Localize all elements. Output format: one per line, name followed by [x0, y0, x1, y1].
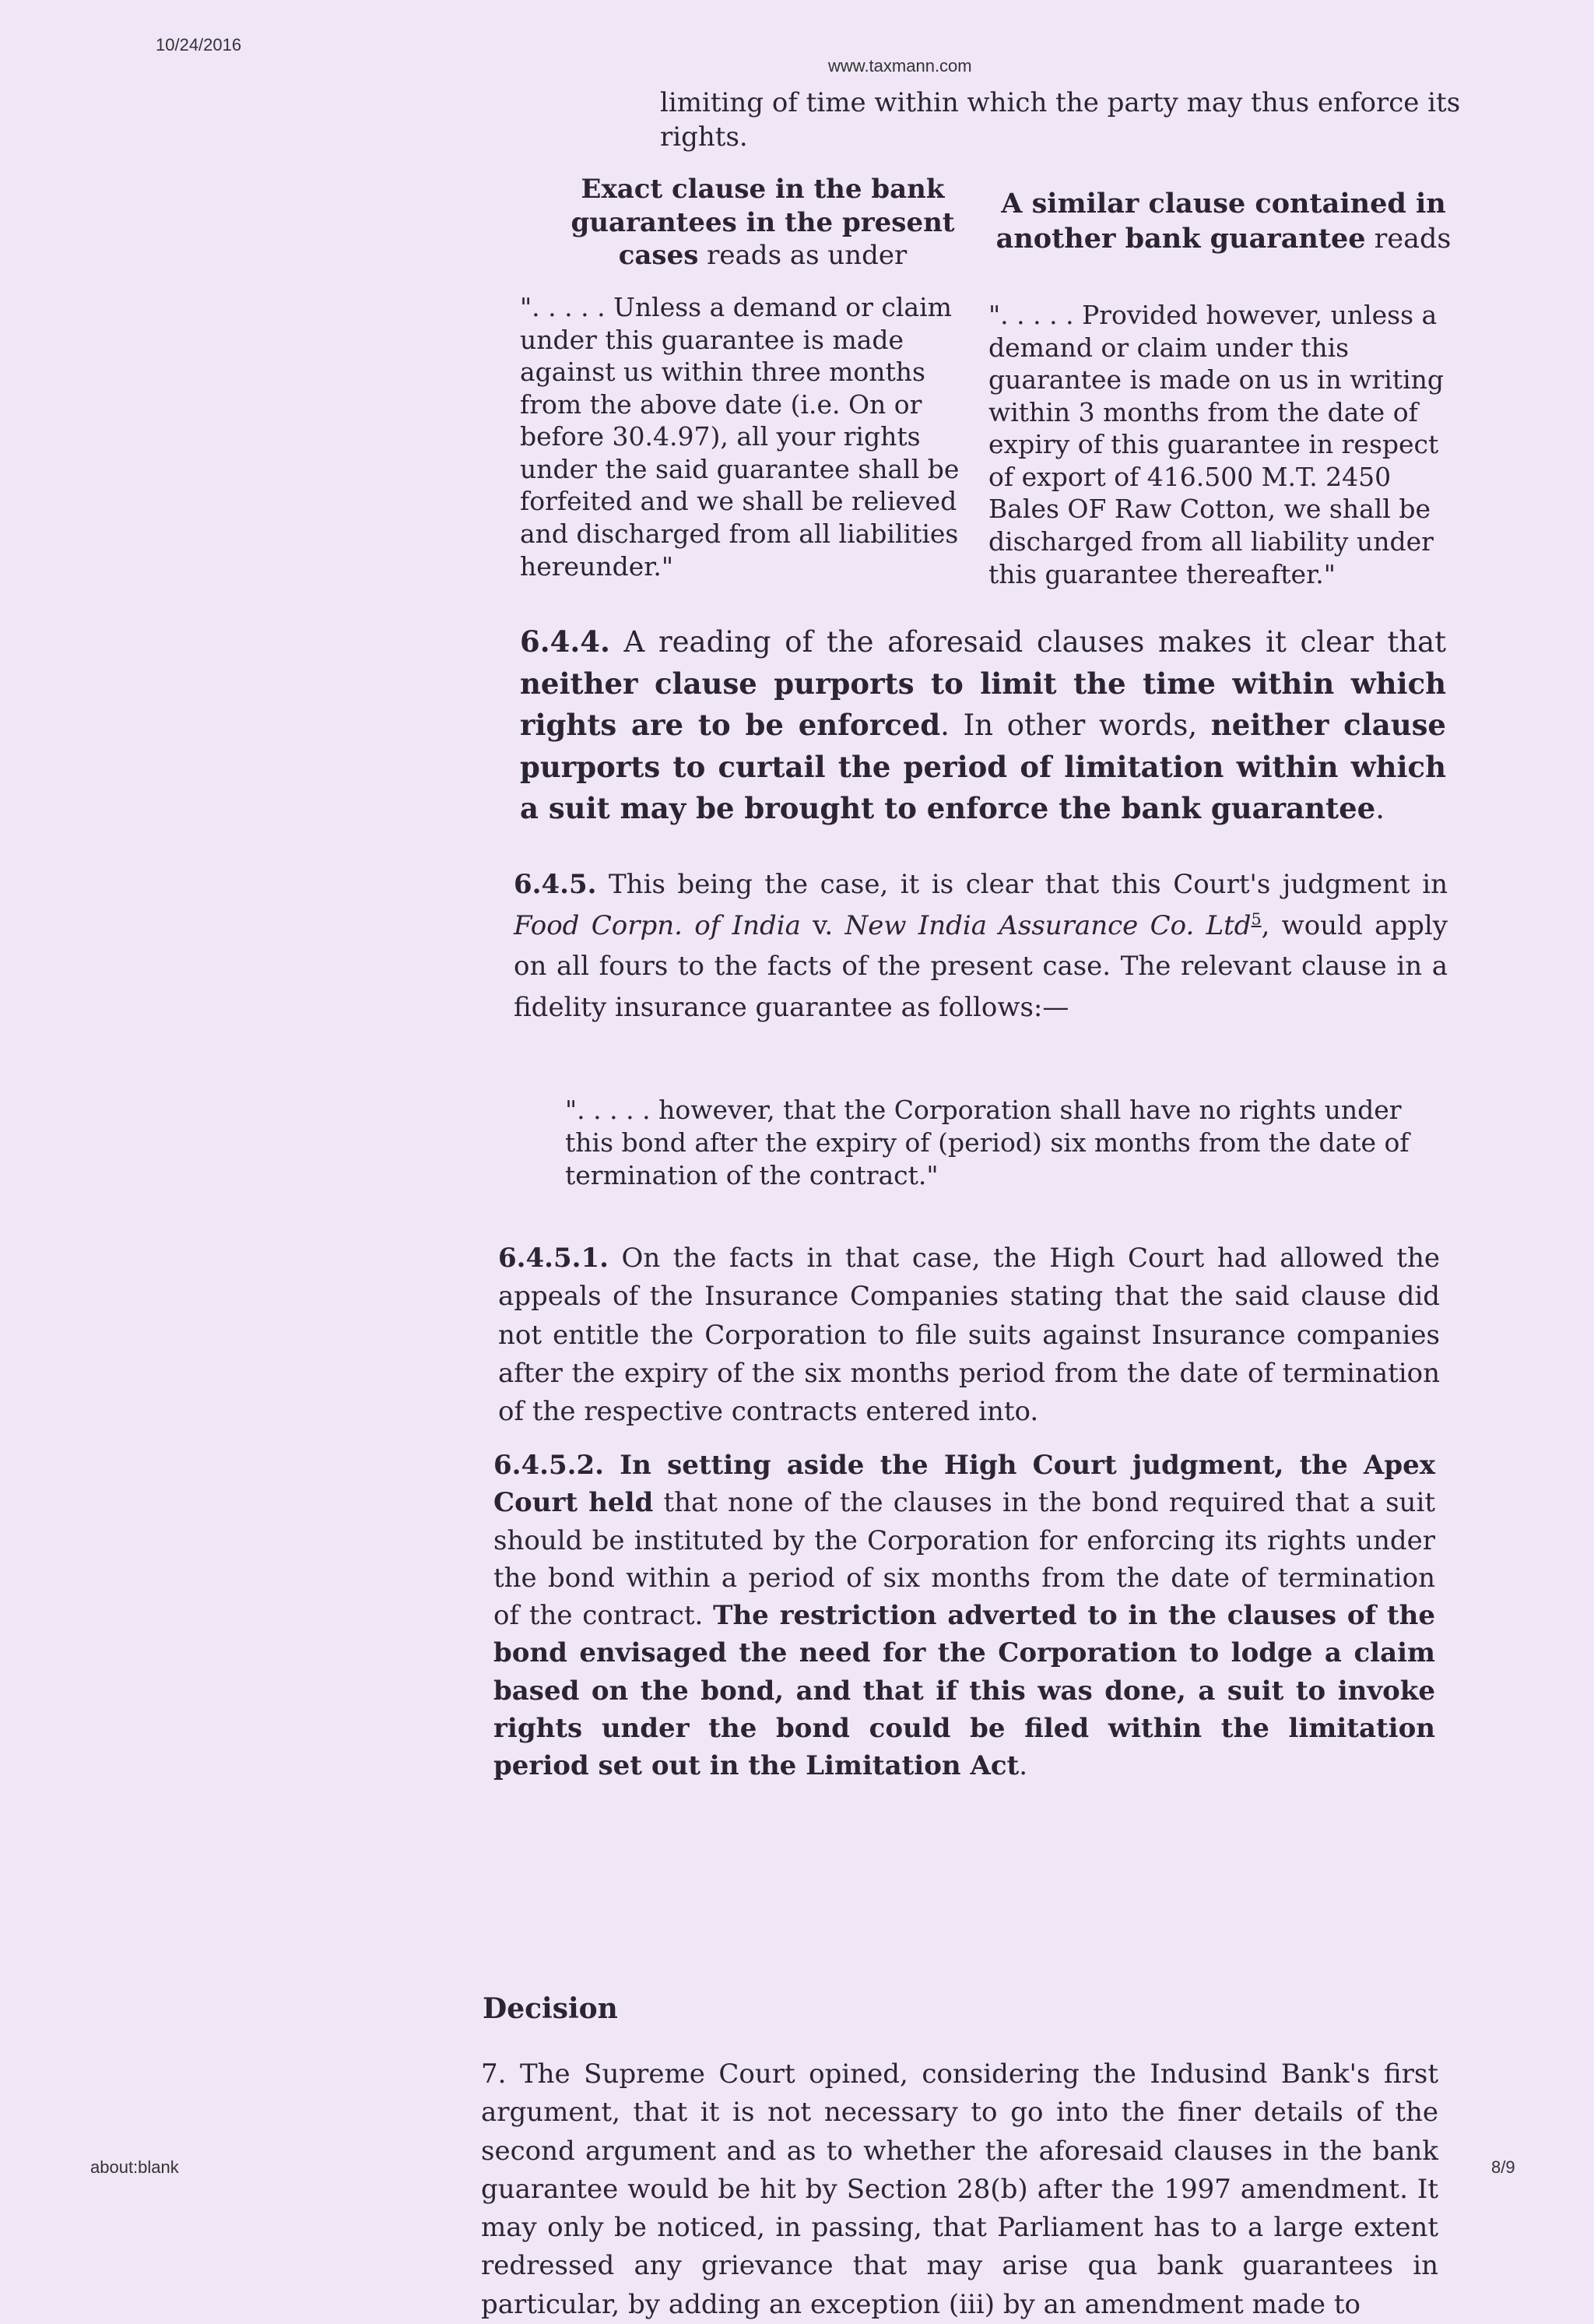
footer-source: about:blank	[90, 2157, 179, 2177]
case-name: New India Assurance Co. Ltd	[844, 909, 1252, 941]
para-text: .	[1375, 792, 1385, 826]
paragraph-6-4-5	[514, 864, 1448, 1028]
page-number: 8/9	[1491, 2157, 1515, 2177]
paragraph-7	[481, 2055, 1438, 2324]
col1-quote: ". . . . . Unless a demand or claim under this guarantee is made against us within three months from the above date (i.e. On or before 30.4.97), all your rights under the said guarantee shall be forfeited and we shall be relieved and discharged from all liabilities hereunder."	[520, 292, 960, 582]
para-bold-text: The restriction adverted to in the clauses of the bond envisaged the need for the Corporation to lodge a claim based on the bond, and that if this was done, a suit to invoke rights under the bond could be filed within the limitation period set out in the Limitation Act	[493, 1600, 1435, 1782]
paragraph-6-4-5-2	[493, 1447, 1435, 1784]
intro-line: limiting of time within which the party may thus enforce its rights.	[660, 87, 1461, 153]
decision-heading: Decision	[483, 1992, 618, 2025]
case-name: Food Corpn. of India	[514, 909, 801, 941]
print-date: 10/24/2016	[156, 35, 242, 54]
para-text: .	[1019, 1750, 1028, 1782]
para-text: This being the case, it is clear that this Court's judgment in	[596, 869, 1448, 900]
para-text: that none of the clauses in the bond required that a suit should be instituted by the Corporation for enforcing its rights under the bond within a period of six months from the date of termination of the contract.	[493, 1487, 1435, 1632]
para-text: A reading of the aforesaid clauses makes it clear that	[609, 625, 1446, 659]
footnote-link[interactable]: 5	[1251, 909, 1262, 929]
paragraph-6-4-5-1	[498, 1239, 1440, 1431]
para-number: 6.4.5.2.	[493, 1450, 604, 1481]
para-text: The Supreme Court opined, considering the Indusind Bank's first argument, that it is not necessary to go into the finer details of the second argument and as to whether the aforesaid clauses in the bank guarantee would be hit by Section 28(b) after the 1997 amendment. It may only be noticed, in passing, that Parliament has to a large extent redressed any grievance that may arise qua bank guarantees in particular, by adding an exception (iii) by an amendment made to	[481, 2059, 1438, 2320]
para-text: On the facts in that case, the High Court had allowed the appeals of the Insurance Companies stating that the said clause did not entitle the Corporation to file suits against Insurance companies after the expiry of the six months period from the date of termination of the respective contracts entered into.	[498, 1243, 1440, 1428]
col2-quote: ". . . . . Provided however, unless a demand or claim under this guarantee is made on us in writing within 3 months from the date of expiry of this guarantee in respect of export of 416.500 M.T. 2450 Bales OF Raw Cotton, we shall be discharged from all liability under this guarantee thereafter."	[988, 300, 1445, 589]
paragraph-6-4-4	[520, 621, 1446, 830]
para-bold-text: neither clause purports to limit the time within which rights are to be enforced	[520, 666, 1446, 743]
para-number: 7.	[481, 2059, 507, 2090]
col1-heading-normal: reads as under	[698, 240, 908, 271]
col1-heading	[545, 173, 981, 272]
para-number: 6.4.5.1.	[498, 1243, 609, 1274]
block-quote: ". . . . . however, that the Corporation shall have no rights under this bond after the expiry of (period) six months from the date of termination of the contract."	[565, 1095, 1410, 1191]
para-text: v.	[800, 909, 845, 941]
col2-heading-bold: A similar clause contained in another bank guarantee	[995, 188, 1446, 255]
col2-heading-normal: reads	[1365, 223, 1452, 255]
para-number: 6.4.4.	[520, 624, 610, 659]
col1-heading-bold: Exact clause in the bank guarantees in the present cases	[571, 174, 955, 271]
para-number: 6.4.5.	[514, 869, 597, 900]
col2-heading	[982, 187, 1465, 257]
para-bold-text: In setting aside the High Court judgment, the Apex Court held	[493, 1450, 1435, 1519]
para-text: , would apply on all fours to the facts of the present case. The relevant clause in a fidelity insurance guarantee as follows:—	[514, 909, 1448, 1024]
para-text: . In other words,	[940, 708, 1211, 743]
page-url: www.taxmann.com	[828, 56, 972, 76]
para-bold-text: neither clause purports to curtail the period of limitation within which a suit may be brought to enforce the bank guarantee	[520, 708, 1446, 826]
